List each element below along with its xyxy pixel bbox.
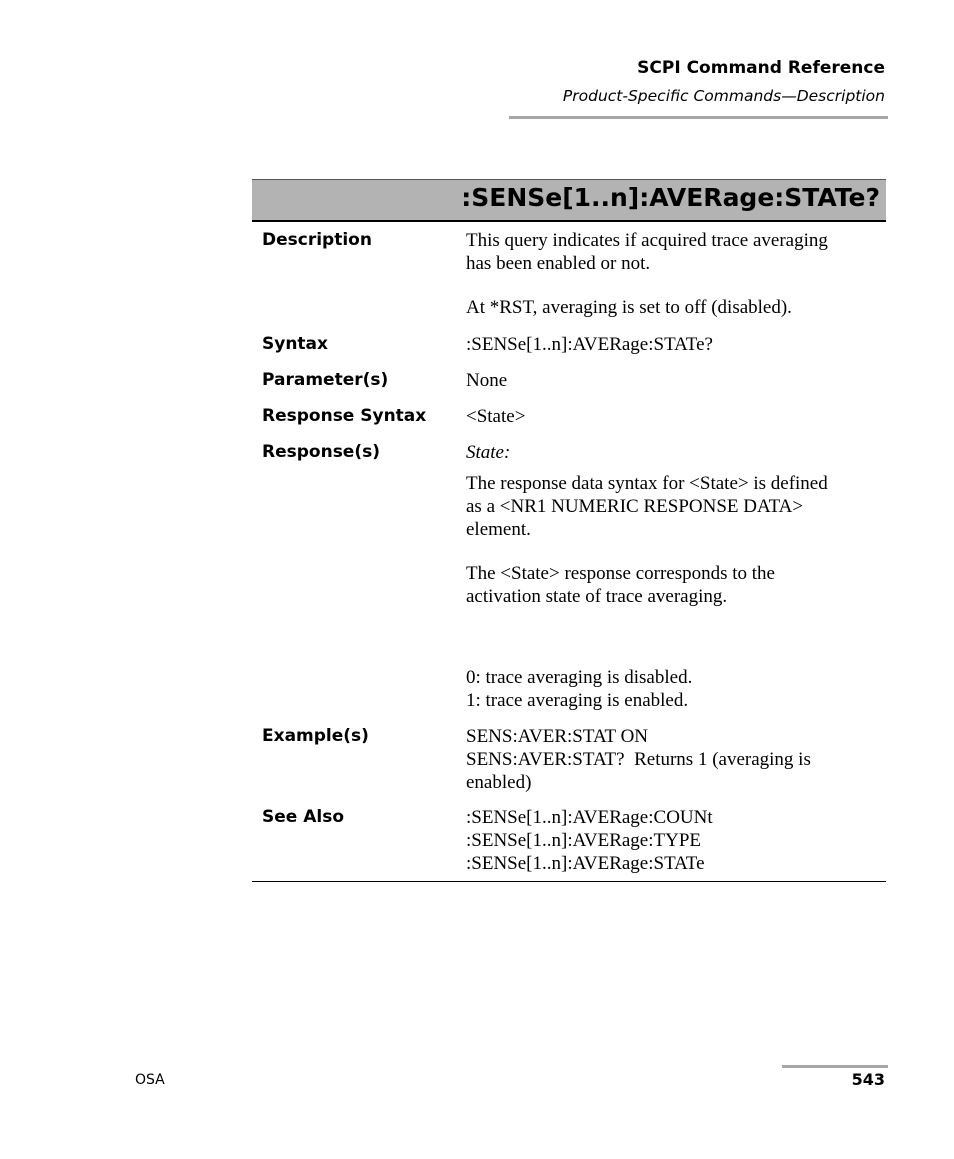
description-line-1: This query indicates if acquired trace averaging: [466, 230, 828, 251]
label-syntax: Syntax: [262, 334, 328, 354]
see-also-line-1: :SENSe[1..n]:AVERage:COUNt: [466, 807, 713, 828]
description-line-2: has been enabled or not.: [466, 253, 651, 274]
responses-param-name: State:: [466, 442, 511, 463]
content-syntax: [466, 333, 886, 356]
responses-line-1: The response data syntax for <State> is defined: [466, 473, 828, 494]
responses-line-2: as a <NR1 NUMERIC RESPONSE DATA>: [466, 496, 804, 517]
responses-line-5: activation state of trace averaging.: [466, 586, 728, 607]
label-responses: Response(s): [262, 442, 380, 462]
examples-line-3: enabled): [466, 772, 532, 793]
description-line-3: At *RST, averaging is set to off (disabled).: [466, 297, 792, 318]
table-bottom-rule: [252, 881, 886, 882]
content-parameters: [466, 369, 886, 392]
content-examples: [466, 725, 886, 794]
examples-line-1: SENS:AVER:STAT ON: [466, 726, 649, 747]
label-parameters: Parameter(s): [262, 370, 389, 390]
responses-line-6: 0: trace averaging is disabled.: [466, 667, 693, 688]
page-number: 543: [851, 1070, 885, 1089]
content-response-syntax: [466, 405, 886, 428]
see-also-line-2: :SENSe[1..n]:AVERage:TYPE: [466, 830, 702, 851]
examples-line-2: SENS:AVER:STAT? Returns 1 (averaging is: [466, 749, 811, 770]
running-header-subtitle: Product-Specific Commands—Description: [562, 87, 885, 105]
header-rule: [509, 116, 888, 119]
response-syntax-value: <State>: [466, 406, 526, 427]
syntax-value: :SENSe[1..n]:AVERage:STATe?: [466, 334, 713, 355]
label-response-syntax: Response Syntax: [262, 406, 427, 426]
label-see-also: See Also: [262, 807, 345, 827]
command-title-bar: [252, 179, 886, 222]
footer-rule: [782, 1065, 888, 1068]
running-header-title: SCPI Command Reference: [637, 58, 885, 78]
label-examples: Example(s): [262, 726, 369, 746]
label-description: Description: [262, 230, 372, 250]
footer-product-name: OSA: [135, 1072, 165, 1088]
responses-line-3: element.: [466, 519, 531, 540]
content-responses: [466, 441, 886, 712]
see-also-line-3: :SENSe[1..n]:AVERage:STATe: [466, 853, 705, 874]
content-see-also: [466, 806, 886, 875]
command-title: :SENSe[1..n]:AVERage:STATe?: [461, 183, 880, 212]
content-description: [466, 229, 886, 319]
responses-line-7: 1: trace averaging is enabled.: [466, 690, 689, 711]
parameters-value: None: [466, 370, 508, 391]
responses-line-4: The <State> response corresponds to the: [466, 563, 775, 584]
